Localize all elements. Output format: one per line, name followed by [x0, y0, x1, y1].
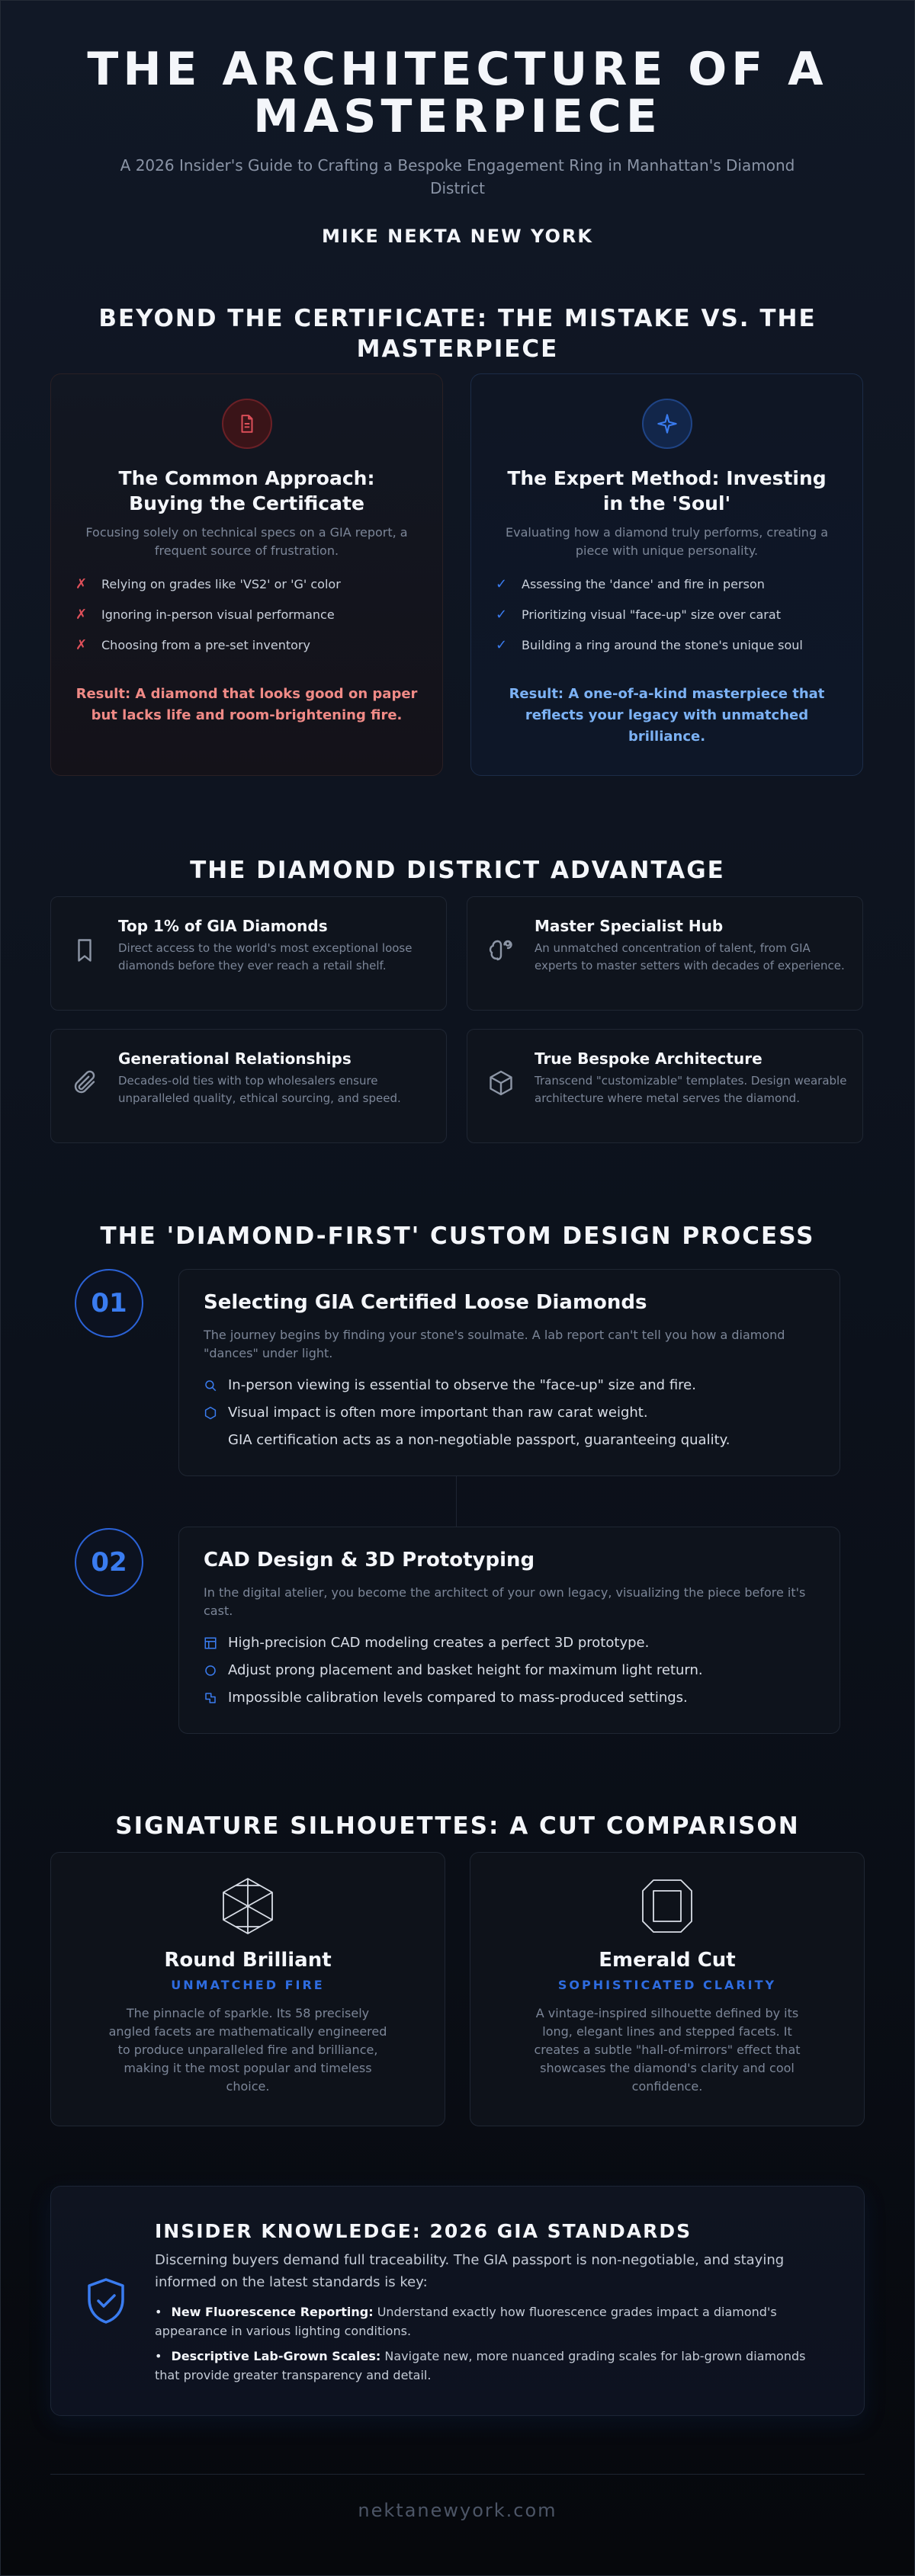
- process-step-card: [178, 1527, 840, 1734]
- list-item: • Descriptive Lab-Grown Scales: Navigate new, more nuanced grading scales for lab-grown diamonds that provide greater transparency and detail.: [155, 2349, 806, 2382]
- step-number-badge: 01: [75, 1269, 143, 1338]
- x-mark-icon: ✗: [75, 637, 88, 653]
- cut-tag: SOPHISTICATED CLARITY: [557, 1978, 777, 1992]
- round-brilliant-icon: [217, 1876, 278, 1937]
- hexagon-icon: [204, 1406, 217, 1420]
- list-item: High-precision CAD modeling creates a perfect 3D prototype.: [204, 1629, 703, 1657]
- comparison-title: BEYOND THE CERTIFICATE: THE MISTAKE VS. THE MASTERPIECE: [98, 304, 817, 363]
- insider-intro: Discerning buyers demand full traceability. The GIA passport is non-negotiable, and staying informed on the latest standards is key:: [155, 2252, 785, 2290]
- page-title: THE ARCHITECTURE OF A MASTERPIECE: [87, 43, 828, 143]
- calibration-icon: [204, 1691, 217, 1705]
- advantage-description: Transcend "customizable" templates. Design wearable architecture where metal serves the diamond.: [535, 1074, 847, 1105]
- advantage-description: Decades-old ties with top wholesalers ensure unparalleled quality, ethical sourcing, and speed.: [118, 1074, 401, 1105]
- list-item: Adjust prong placement and basket height for maximum light return.: [204, 1657, 703, 1684]
- step-number-badge: 02: [75, 1528, 143, 1597]
- step-description: The journey begins by finding your stone's soulmate. A lab report can't tell you how a diamond "dances" under light.: [204, 1328, 785, 1360]
- advantage-title-text: Master Specialist Hub: [535, 917, 724, 935]
- list-item: ✗ Choosing from a pre-set inventory: [75, 637, 310, 653]
- insider-list: [155, 2302, 833, 2391]
- brand-name: MIKE NEKTA NEW YORK: [322, 226, 593, 247]
- hero: [0, 43, 915, 247]
- list-item: Impossible calibration levels compared to mass-produced settings.: [204, 1684, 703, 1712]
- advantage-description: An unmatched concentration of talent, from GIA experts to master setters with decades of experience.: [535, 941, 845, 972]
- process-title: THE 'DIAMOND-FIRST' CUSTOM DESIGN PROCESS: [100, 1222, 815, 1250]
- step-title: Selecting GIA Certified Loose Diamonds: [204, 1291, 647, 1314]
- paperclip-icon: [71, 1069, 98, 1097]
- step-description: In the digital atelier, you become the architect of your own legacy, visualizing the piece before it's cast.: [204, 1585, 806, 1618]
- list-item: GIA certification acts as a non-negotiable passport, guaranteeing quality.: [228, 1432, 730, 1448]
- sparkle-icon: [642, 399, 692, 449]
- insider-title: INSIDER KNOWLEDGE: 2026 GIA STANDARDS: [155, 2220, 692, 2242]
- layout-icon: [204, 1636, 217, 1650]
- step-list: [204, 1372, 730, 1454]
- advantage-title-text: Generational Relationships: [118, 1049, 352, 1068]
- advantage-card-top-gia: [50, 896, 447, 1011]
- list-item: • New Fluorescence Reporting: Understand exactly how fluorescence grades impact a diamond's appearance in various lighting conditions.: [155, 2305, 777, 2338]
- list-item: ✗ Relying on grades like 'VS2' or 'G' color: [75, 576, 341, 592]
- cut-title: Round Brilliant: [164, 1949, 332, 1972]
- process-step-card: [178, 1269, 840, 1476]
- list-item: ✓ Building a ring around the stone's unique soul: [496, 637, 803, 653]
- list-item: ✓ Prioritizing visual "face-up" size over carat: [496, 607, 781, 623]
- cut-title: Emerald Cut: [599, 1949, 736, 1972]
- brain-icon: [487, 937, 515, 964]
- insider-knowledge-panel: [50, 2186, 865, 2416]
- search-icon: [204, 1379, 217, 1392]
- emerald-cut-icon: [637, 1876, 698, 1937]
- expert-method-card: [470, 373, 863, 776]
- advantage-card-specialist-hub: [467, 896, 863, 1011]
- bookmark-icon: [71, 937, 98, 964]
- common-approach-title: The Common Approach: Buying the Certificate: [118, 467, 375, 514]
- common-approach-result: Result: A diamond that looks good on paper but lacks life and room-brightening fire.: [75, 686, 418, 723]
- page-subtitle: A 2026 Insider's Guide to Crafting a Bespoke Engagement Ring in Manhattan's Diamond District: [120, 156, 795, 197]
- advantage-description: Direct access to the world's most exceptional loose diamonds before they ever reach a retail shelf.: [118, 941, 413, 972]
- document-icon: [222, 399, 272, 449]
- check-mark-icon: ✓: [496, 607, 508, 623]
- check-mark-icon: ✓: [496, 637, 508, 653]
- cut-description: A vintage-inspired silhouette defined by its long, elegant lines and stepped facets. It creates a subtle "hall-of-mirrors" effect that showcases the diamond's clarity and cool confidence.: [534, 2006, 801, 2094]
- advantage-title-text: True Bespoke Architecture: [535, 1049, 762, 1068]
- cut-card-emerald: [470, 1852, 865, 2126]
- step-list: [204, 1629, 703, 1712]
- advantage-title-text: Top 1% of GIA Diamonds: [118, 917, 328, 935]
- common-approach-card: [50, 373, 443, 776]
- cut-description: The pinnacle of sparkle. Its 58 precisely angled facets are mathematically engineered to produce unparalleled fire and brilliance, making it the most popular and timeless choice.: [108, 2006, 387, 2094]
- footer-divider: [50, 2474, 865, 2475]
- cut-card-round: [50, 1852, 445, 2126]
- list-item: ✗ Ignoring in-person visual performance: [75, 607, 335, 623]
- advantage-title: THE DIAMOND DISTRICT ADVANTAGE: [190, 856, 725, 884]
- list-item: Visual impact is often more important than raw carat weight.: [204, 1399, 730, 1427]
- shield-check-icon: [85, 2276, 127, 2325]
- list-item: In-person viewing is essential to observe the "face-up" size and fire.: [204, 1372, 730, 1399]
- circle-icon: [204, 1664, 217, 1677]
- expert-method-title: The Expert Method: Investing in the 'Soul': [507, 467, 827, 514]
- cut-tag: UNMATCHED FIRE: [171, 1978, 325, 1992]
- x-mark-icon: ✗: [75, 576, 88, 592]
- advantage-card-relationships: [50, 1029, 447, 1143]
- common-approach-list: [75, 577, 442, 653]
- expert-method-description: Evaluating how a diamond truly performs, creating a piece with unique personality.: [506, 525, 828, 558]
- silhouettes-title: SIGNATURE SILHOUETTES: A CUT COMPARISON: [115, 1812, 800, 1840]
- advantage-card-bespoke: [467, 1029, 863, 1143]
- list-item: ✓ Assessing the 'dance' and fire in person: [496, 576, 765, 592]
- expert-method-list: [496, 577, 862, 653]
- cube-icon: [487, 1069, 515, 1097]
- check-mark-icon: ✓: [496, 576, 508, 592]
- common-approach-description: Focusing solely on technical specs on a GIA report, a frequent source of frustration.: [85, 525, 408, 558]
- x-mark-icon: ✗: [75, 607, 88, 623]
- footer-website[interactable]: nektanewyork.com: [358, 2500, 557, 2521]
- step-title: CAD Design & 3D Prototyping: [204, 1549, 535, 1572]
- expert-method-result: Result: A one-of-a-kind masterpiece that reflects your legacy with unmatched brilliance.: [509, 686, 825, 745]
